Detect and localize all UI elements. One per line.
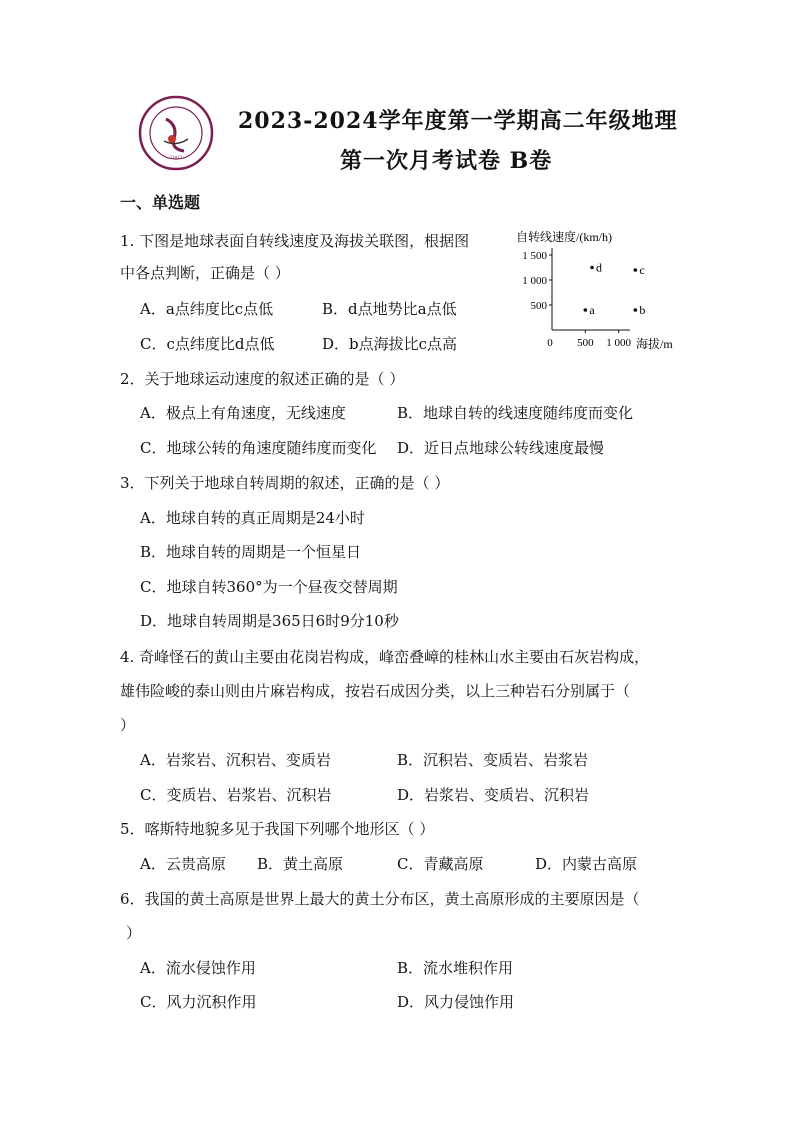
q6-option-a[interactable]: A．流水侵蚀作用: [140, 959, 256, 977]
q2-option-c[interactable]: C．地球公转的角速度随纬度而变化: [140, 439, 377, 457]
q4-stem-line3: ）: [120, 716, 136, 734]
q1-option-a[interactable]: A．a点纬度比c点低: [140, 300, 274, 318]
logo-year: 2003: [169, 155, 183, 161]
chart-x-tick-label: 0: [547, 337, 553, 349]
chart-point-a: [584, 308, 588, 312]
q2-option-a[interactable]: A．极点上有角速度，无线速度: [140, 404, 346, 422]
chart-x-tick-label: 500: [577, 337, 594, 349]
q6-option-b[interactable]: B．流水堆积作用: [397, 959, 514, 977]
q6-option-d[interactable]: D．风力侵蚀作用: [397, 993, 515, 1011]
chart-point-b: [634, 308, 638, 312]
q1-stem-line1: 1. 下图是地球表面自转线速度及海拔关联图，根据图: [120, 232, 470, 250]
rotation-speed-altitude-chart: [510, 228, 690, 358]
q5-option-c[interactable]: C．青藏高原: [397, 855, 484, 873]
q4-option-b[interactable]: B．沉积岩、变质岩、岩浆岩: [397, 751, 589, 769]
q2-option-d[interactable]: D．近日点地球公转线速度最慢: [397, 439, 605, 457]
chart-x-tick-label: 1 000: [606, 337, 632, 349]
q3-option-b[interactable]: B．地球自转的周期是一个恒星日: [140, 543, 362, 561]
q3-option-c[interactable]: C．地球自转360°为一个昼夜交替周期: [140, 578, 398, 596]
q6-stem-line1: 6．我国的黄土高原是世界上最大的黄土分布区，黄土高原形成的主要原因是（: [120, 890, 640, 908]
q5-option-d[interactable]: D．内蒙古高原: [535, 855, 638, 873]
exam-title-line2: 第一次月考试卷 B卷: [340, 148, 553, 174]
chart-point-label-c: c: [639, 263, 645, 277]
q4-option-d[interactable]: D．岩浆岩、变质岩、沉积岩: [397, 786, 590, 804]
section-heading: 一、单选题: [120, 193, 201, 212]
q5-option-b[interactable]: B．黄土高原: [257, 855, 344, 873]
q1-option-c[interactable]: C．c点纬度比d点低: [140, 335, 275, 353]
chart-point-label-d: d: [596, 260, 602, 275]
chart-y-tick-label: 1 000: [522, 275, 547, 287]
q1-option-d[interactable]: D．b点海拔比c点高: [322, 335, 458, 353]
exam-title-line1: 2023-2024学年度第一学期高二年级地理: [238, 108, 678, 134]
q5-stem: 5．喀斯特地貌多见于我国下列哪个地形区（ ）: [120, 820, 435, 838]
q6-stem-line2: ）: [126, 924, 142, 942]
q1-option-b[interactable]: B．d点地势比a点低: [322, 300, 457, 318]
chart-point-label-b: b: [639, 303, 646, 317]
chart-y-tick-label: 500: [530, 300, 547, 312]
q4-option-a[interactable]: A．岩浆岩、沉积岩、变质岩: [140, 751, 331, 769]
q2-stem: 2．关于地球运动速度的叙述正确的是（ ）: [120, 370, 405, 388]
school-logo: [138, 95, 214, 171]
chart-x-axis-label: 海拔/m: [636, 337, 673, 351]
q4-stem-line1: 4. 奇峰怪石的黄山主要由花岗岩构成，峰峦叠嶂的桂林山水主要由石灰岩构成，: [120, 648, 650, 666]
chart-point-d: [590, 266, 594, 270]
chart-y-axis-label: 自转线速度/(km/h): [516, 230, 612, 244]
q3-stem: 3．下列关于地球自转周期的叙述，正确的是（ ）: [120, 474, 450, 492]
q4-option-c[interactable]: C．变质岩、岩浆岩、沉积岩: [140, 786, 332, 804]
q2-option-b[interactable]: B．地球自转的线速度随纬度而变化: [397, 404, 634, 422]
q4-stem-line2: 雄伟险峻的泰山则由片麻岩构成，按岩石成因分类，以上三种岩石分别属于（: [120, 682, 631, 700]
q6-option-c[interactable]: C．风力沉积作用: [140, 993, 257, 1011]
chart-y-tick-label: 1 500: [522, 250, 547, 262]
chart-point-c: [634, 268, 638, 272]
q5-option-a[interactable]: A．云贵高原: [140, 855, 226, 873]
q3-option-a[interactable]: A．地球自转的真正周期是24小时: [140, 509, 365, 527]
q3-option-d[interactable]: D．地球自转周期是365日6时9分10秒: [140, 612, 399, 630]
q1-stem-line2: 中各点判断，正确是（ ）: [120, 264, 290, 282]
chart-point-label-a: a: [589, 303, 595, 317]
